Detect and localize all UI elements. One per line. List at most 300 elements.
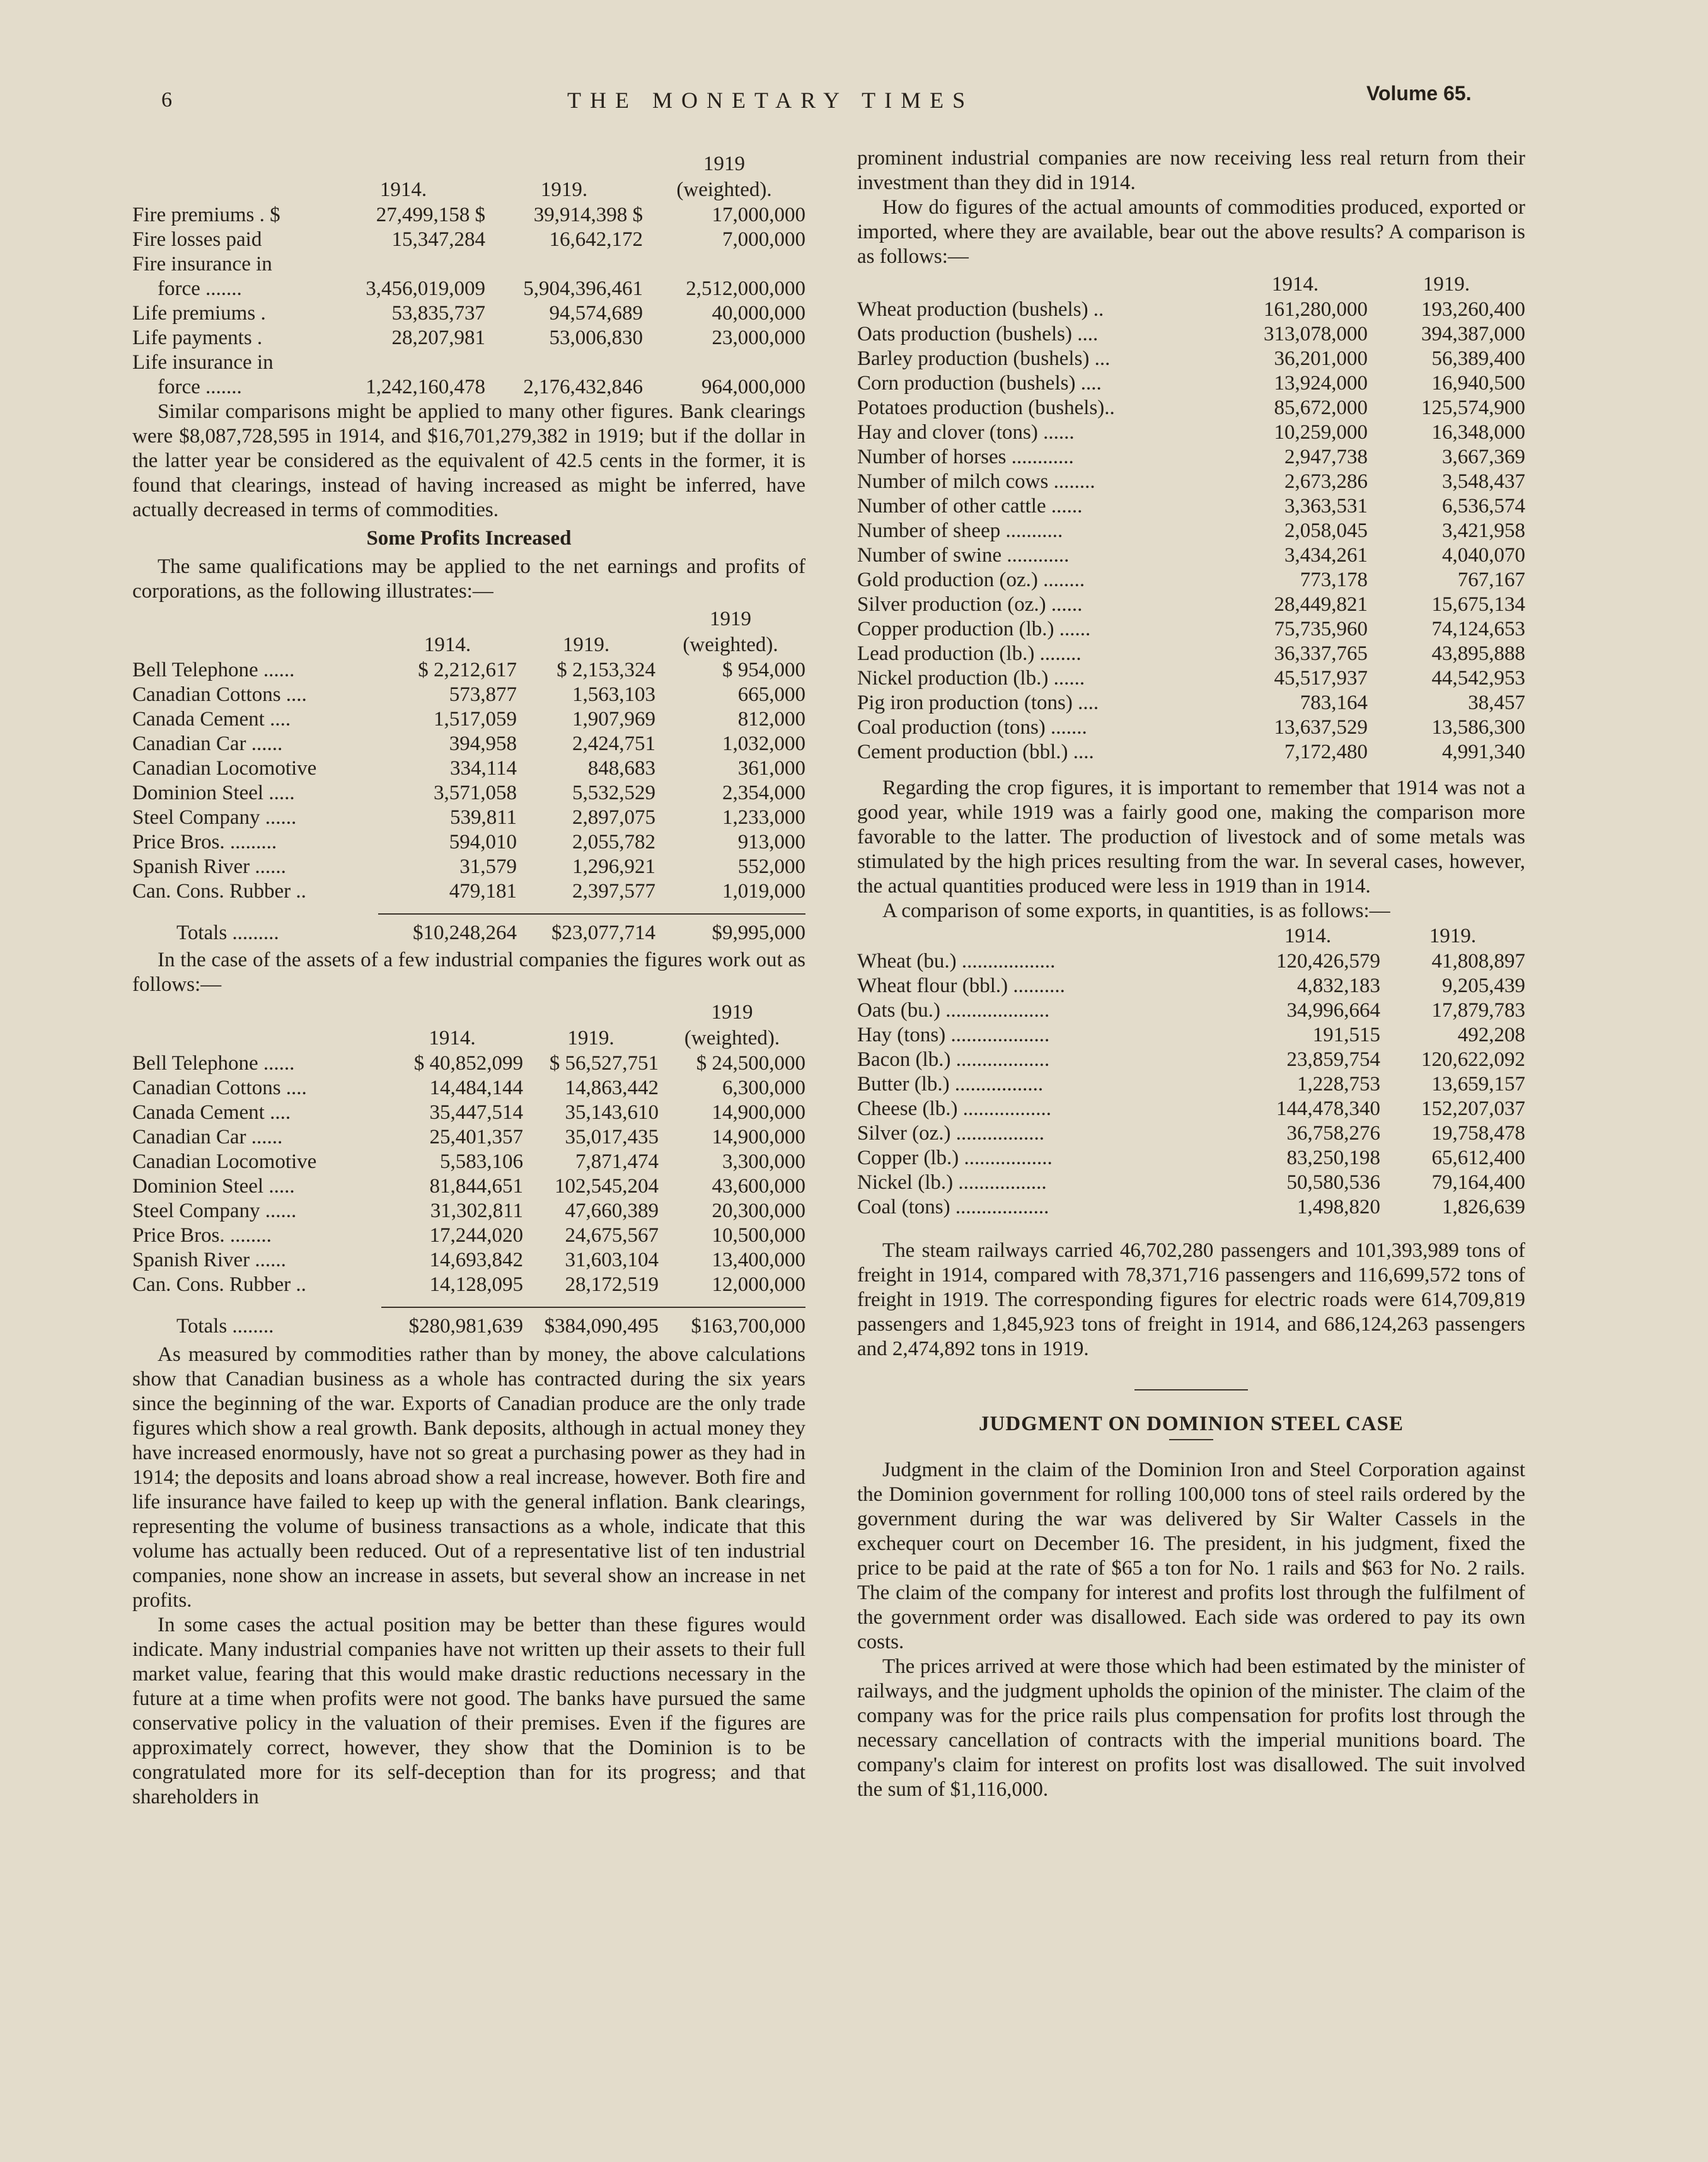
cell-v2: 492,208 — [1457, 1024, 1525, 1046]
col1-header: 1914. — [1271, 273, 1319, 296]
cell-v3: 20,300,000 — [712, 1200, 805, 1222]
col1-header: 1914. — [429, 1027, 476, 1049]
cell-v3 — [643, 252, 805, 277]
row-label: Dominion Steel ..... — [132, 1175, 295, 1198]
cell-v1: $ 40,852,099 — [413, 1052, 523, 1075]
table-row — [132, 228, 805, 252]
cell-v2: 35,143,610 — [565, 1101, 659, 1124]
table-row — [132, 1076, 805, 1101]
row-label: Wheat production (bushels) .. — [857, 298, 1104, 321]
totals-row — [132, 914, 805, 945]
row-label: Dominion Steel ..... — [132, 782, 295, 804]
paragraph-judgment: Judgment in the claim of the Dominion Iron and Steel Corporation against the Dominion government for rolling 100,000 tons of steel rails ordered by the government during the war was delivered by Sir Walter Cassels in the exchequer court on December 16. The president, in his judgment, fixed the price to be paid at the rate of $65 a ton for No. 1 rails and $63 for No. 2 rails. The claim of the company for interest and profits lost through the fulfilment of the government order was disallowed. Each side was ordered to pay its own costs. — [857, 1459, 1525, 1653]
table-row — [132, 658, 805, 683]
cell-v1: 3,434,261 — [1284, 544, 1368, 567]
table-row — [857, 420, 1525, 445]
cell-v1: 14,128,095 — [429, 1273, 523, 1296]
cell-v2: 2,397,577 — [572, 880, 655, 903]
section-divider — [1134, 1389, 1248, 1390]
col2-header: 1919. — [540, 178, 588, 201]
table-row — [857, 396, 1525, 420]
col3-top-header: 1919 — [711, 1001, 753, 1024]
table-row — [132, 1273, 805, 1297]
row-label: Gold production (oz.) ........ — [857, 569, 1085, 591]
cell-v1: 53,835,737 — [391, 302, 485, 325]
row-label: Copper (lb.) ................. — [857, 1147, 1053, 1169]
cell-v1: 120,426,579 — [1276, 950, 1380, 973]
cell-v2: 1,907,969 — [572, 708, 655, 731]
row-label: force ....... — [158, 277, 242, 300]
cell-v3: 17,000,000 — [712, 204, 805, 226]
table-row — [857, 617, 1525, 642]
cell-v2: 125,574,900 — [1421, 396, 1525, 419]
cell-1914: $10,248,264 — [378, 914, 517, 945]
table-row — [857, 568, 1525, 593]
production-table — [857, 272, 1525, 765]
row-label: Canadian Car ...... — [132, 732, 283, 755]
cell-1914: $280,981,639 — [381, 1307, 523, 1339]
cell-v1: 2,673,286 — [1284, 470, 1368, 493]
cell-v1: 13,637,529 — [1274, 716, 1368, 739]
cell-v2: 35,017,435 — [565, 1126, 659, 1148]
paragraph-exports-intro: A comparison of some exports, in quantities, is as follows:— — [882, 899, 1390, 922]
col3-header: (weighted). — [683, 633, 778, 656]
table-row — [132, 1125, 805, 1150]
table-row — [857, 974, 1525, 998]
cell-1919-weighted: $163,700,000 — [659, 1307, 805, 1339]
cell-v1: 31,302,811 — [430, 1200, 523, 1222]
cell-v1: 1,242,160,478 — [366, 376, 485, 398]
cell-v2: 19,758,478 — [1431, 1122, 1525, 1145]
cell-v3: 964,000,000 — [701, 376, 805, 398]
row-label: Hay and clover (tons) ...... — [857, 421, 1075, 444]
col2-header: 1919. — [1429, 925, 1477, 947]
col3-header: (weighted). — [676, 178, 772, 201]
cell-v2: 767,167 — [1457, 569, 1525, 591]
table-row — [132, 252, 805, 277]
cell-v1: 35,447,514 — [429, 1101, 523, 1124]
table-row — [857, 1072, 1525, 1097]
cell-v2: 13,586,300 — [1431, 716, 1525, 739]
table-row — [857, 1146, 1525, 1171]
table-row — [857, 445, 1525, 470]
cell-v1: 13,924,000 — [1274, 372, 1368, 395]
row-label: Can. Cons. Rubber .. — [132, 1273, 306, 1296]
cell-v2: 24,675,567 — [565, 1224, 659, 1247]
cell-v3: 43,600,000 — [712, 1175, 805, 1198]
cell-v3 — [643, 350, 805, 375]
table-row — [132, 1051, 805, 1076]
paragraph-actual-position: In some cases the actual position may be better than these figures would indicate. Many industrial companies have not written up their assets to their full market value, fearing that this would make drastic reductions necessary in the future at a time when profits were not good. The banks have pursued the same conservative policy in the valuation of their premises. Even if the figures are approximately correct, however, they show that the Dominion is to be congratulated more for its self-deception than for its progress; and that shareholders in — [132, 1614, 805, 1808]
cell-v2: 5,532,529 — [572, 782, 655, 804]
cell-v3: 12,000,000 — [712, 1273, 805, 1296]
cell-v1: 28,207,981 — [391, 327, 485, 349]
volume-label: Volume 65. — [1366, 82, 1472, 105]
row-label: Oats (bu.) .................... — [857, 999, 1050, 1022]
table-row — [857, 470, 1525, 494]
cell-v1: 14,693,842 — [429, 1249, 523, 1271]
table-row — [857, 740, 1525, 765]
row-label: Spanish River ...... — [132, 1249, 286, 1271]
cell-v3: 552,000 — [737, 855, 805, 878]
cell-v2: 102,545,204 — [555, 1175, 659, 1198]
col3-header: (weighted). — [684, 1027, 780, 1049]
assets-table — [132, 1000, 805, 1339]
cell-v1: 144,478,340 — [1276, 1097, 1380, 1120]
cell-v2: 4,040,070 — [1442, 544, 1525, 567]
table-row — [857, 1097, 1525, 1121]
row-label: Pig iron production (tons) .... — [857, 691, 1099, 714]
col1-header: 1914. — [379, 178, 427, 201]
paragraph-prices: The prices arrived at were those which had been estimated by the minister of railways, and the judgment upholds the opinion of the minister. The claim of the company was for the price rails plus compensation for profits lost through the necessary cancellation of contracts with the imperial munitions board. The company's claim for interest on profits lost was disallowed. The suit involved the sum of $1,116,000. — [857, 1655, 1525, 1801]
cell-v2: 2,055,782 — [572, 831, 655, 853]
cell-v2: 193,260,400 — [1421, 298, 1525, 321]
cell-v3: $ 24,500,000 — [696, 1052, 805, 1075]
cell-v2: 3,548,437 — [1442, 470, 1525, 493]
cell-v1 — [321, 252, 485, 277]
cell-v2: 56,389,400 — [1431, 347, 1525, 370]
cell-v3: 3,300,000 — [722, 1150, 805, 1173]
row-label: force ....... — [158, 376, 242, 398]
row-label: Can. Cons. Rubber .. — [132, 880, 306, 903]
table-row — [857, 1121, 1525, 1146]
row-label: Number of swine ............ — [857, 544, 1070, 567]
cell-v2: 16,642,172 — [549, 228, 643, 251]
cell-v2: 15,675,134 — [1431, 593, 1525, 616]
row-label: Bell Telephone ...... — [132, 1052, 295, 1075]
table-row — [132, 879, 805, 904]
cell-v1: 334,114 — [449, 757, 517, 780]
row-label: Canadian Car ...... — [132, 1126, 283, 1148]
table-row — [132, 277, 805, 301]
row-label: Silver (oz.) ................. — [857, 1122, 1044, 1145]
table-row — [132, 806, 805, 830]
exports-table — [857, 923, 1525, 1220]
section-heading-profits: Some Profits Increased — [366, 527, 572, 550]
table-row — [132, 732, 805, 756]
row-label: Butter (lb.) ................. — [857, 1073, 1044, 1095]
row-label: Price Bros. ........ — [132, 1224, 272, 1247]
row-label: Fire insurance in — [132, 253, 272, 275]
row-label: Corn production (bushels) .... — [857, 372, 1102, 395]
cell-v1: 2,947,738 — [1284, 446, 1368, 468]
cell-v1: 2,058,045 — [1284, 519, 1368, 542]
cell-v2: 17,879,783 — [1431, 999, 1525, 1022]
cell-v1: 28,449,821 — [1274, 593, 1368, 616]
profits-table — [132, 606, 805, 945]
cell-v2: 41,808,897 — [1431, 950, 1525, 973]
cell-v2: 14,863,442 — [565, 1077, 659, 1099]
paragraph-profits-intro: The same qualifications may be applied to the net earnings and profits of corporations, as the following illustrates:— — [132, 555, 805, 603]
col2-header: 1919. — [562, 633, 610, 656]
cell-v1: 10,259,000 — [1274, 421, 1368, 444]
col3-top-header: 1919 — [703, 153, 745, 175]
totals-label: Totals ........ — [176, 1315, 274, 1338]
table-row — [857, 1171, 1525, 1195]
cell-v2: $ 56,527,751 — [549, 1052, 659, 1075]
table-row — [132, 1101, 805, 1125]
row-label: Life premiums . — [132, 302, 266, 325]
cell-v2: 9,205,439 — [1442, 974, 1525, 997]
cell-v3: 40,000,000 — [712, 302, 805, 325]
table-row — [132, 326, 805, 350]
cell-v1: 17,244,020 — [429, 1224, 523, 1247]
cell-v1: 75,735,960 — [1274, 618, 1368, 640]
row-label: Wheat (bu.) .................. — [857, 950, 1056, 973]
table-row — [857, 543, 1525, 568]
col1-header: 1914. — [424, 633, 471, 656]
cell-v2: 5,904,396,461 — [523, 277, 643, 300]
paragraph-production-intro: How do figures of the actual amounts of commodities produced, exported or imported, where they are available, bear out the above results? A comparison is as follows:— — [857, 196, 1525, 268]
cell-v1: 1,228,753 — [1297, 1073, 1380, 1095]
cell-v2: 28,172,519 — [565, 1273, 659, 1296]
paragraph-railways: The steam railways carried 46,702,280 passengers and 101,393,989 tons of freight in 1914, compared with 78,371,716 passengers and 116,699,572 tons of freight in 1919. The corresponding figures for electric roads were 614,709,819 passengers and 1,845,923 tons of freight in 1914, and 686,124,263 passengers and 2,474,892 tons in 1919. — [857, 1239, 1525, 1360]
cell-v2: 394,387,000 — [1421, 323, 1525, 345]
table-row — [132, 375, 805, 400]
heading-underline — [1169, 1439, 1213, 1440]
table-row — [857, 322, 1525, 347]
cell-v2: 848,683 — [587, 757, 655, 780]
article-heading-judgment: JUDGMENT ON DOMINION STEEL CASE — [978, 1413, 1404, 1435]
cell-v2: 16,940,500 — [1431, 372, 1525, 395]
row-label: Nickel production (lb.) ...... — [857, 667, 1085, 690]
cell-v1: 5,583,106 — [440, 1150, 523, 1173]
row-label: Life payments . — [132, 327, 263, 349]
cell-v2: 16,348,000 — [1431, 421, 1525, 444]
row-label: Canadian Locomotive — [132, 757, 317, 780]
paragraph-clearings: Similar comparisons might be applied to many other figures. Bank clearings were $8,087,728,595 in 1914, and $16,701,279,382 in 1919; but if the dollar in the latter year be considered as the equivalent of 42.5 cents in the former, it is found that clearings, instead of having increased as might be inferred, have actually decreased in terms of commodities. — [132, 400, 805, 521]
table-row — [857, 347, 1525, 371]
cell-v2: 31,603,104 — [565, 1249, 659, 1271]
cell-1919: $23,077,714 — [517, 914, 655, 945]
cell-v1: 573,877 — [449, 683, 517, 706]
cell-v3: 812,000 — [737, 708, 805, 731]
table-row — [857, 642, 1525, 666]
table-row — [132, 1223, 805, 1248]
row-label: Canada Cement .... — [132, 1101, 291, 1124]
table-row — [857, 1048, 1525, 1072]
cell-v3: 2,512,000,000 — [686, 277, 805, 300]
row-label: Cement production (bbl.) .... — [857, 741, 1094, 763]
cell-v2: 94,574,689 — [549, 302, 643, 325]
row-label: Canadian Cottons .... — [132, 1077, 307, 1099]
row-label: Price Bros. ......... — [132, 831, 277, 853]
cell-v3: 2,354,000 — [722, 782, 805, 804]
cell-v1: 27,499,158 $ — [376, 204, 485, 226]
cell-v1: 36,337,765 — [1274, 642, 1368, 665]
cell-v2: 7,871,474 — [575, 1150, 659, 1173]
table-row — [857, 371, 1525, 396]
table-row — [857, 494, 1525, 519]
cell-v1: 479,181 — [449, 880, 517, 903]
cell-v2 — [485, 252, 643, 277]
row-label: Spanish River ...... — [132, 855, 286, 878]
cell-v2: 120,622,092 — [1421, 1048, 1525, 1071]
row-label: Canadian Locomotive — [132, 1150, 317, 1173]
cell-v2: 1,296,921 — [572, 855, 655, 878]
cell-v1: 14,484,144 — [429, 1077, 523, 1099]
cell-v3: 10,500,000 — [712, 1224, 805, 1247]
row-label: Number of milch cows ........ — [857, 470, 1095, 493]
left-column — [132, 151, 805, 1810]
right-column — [857, 146, 1525, 1802]
cell-v3: 13,400,000 — [712, 1249, 805, 1271]
row-label: Barley production (bushels) ... — [857, 347, 1111, 370]
table-row — [857, 519, 1525, 543]
row-label: Steel Company ...... — [132, 806, 297, 829]
cell-v3: $ 954,000 — [722, 659, 805, 681]
table-row — [857, 298, 1525, 322]
table-row — [132, 1174, 805, 1199]
cell-v2: 65,612,400 — [1431, 1147, 1525, 1169]
col2-header: 1919. — [1422, 273, 1470, 296]
cell-v1: 191,515 — [1312, 1024, 1380, 1046]
cell-v1: 3,456,019,009 — [366, 277, 485, 300]
cell-v2: $ 2,153,324 — [557, 659, 655, 681]
row-label: Coal production (tons) ....... — [857, 716, 1087, 739]
row-label: Life insurance in — [132, 351, 274, 374]
table-row — [857, 1023, 1525, 1048]
paragraph-crop-figures: Regarding the crop figures, it is important to remember that 1914 was not a good year, while 1919 was a fairly good one, making the comparison more favorable to the latter. The production of livestock and of some metals was stimulated by the high prices resulting from the war. In several cases, however, the actual quantities produced were less in 1919 than in 1914. — [857, 777, 1525, 898]
table-row — [132, 683, 805, 707]
cell-v1: 45,517,937 — [1274, 667, 1368, 690]
table-row — [132, 350, 805, 375]
totals-label: Totals ......... — [176, 922, 279, 944]
col1-header: 1914. — [1284, 925, 1332, 947]
cell-v3: 1,019,000 — [722, 880, 805, 903]
table-row — [857, 593, 1525, 617]
cell-v1: 81,844,651 — [429, 1175, 523, 1198]
cell-v1: 15,347,284 — [391, 228, 485, 251]
row-label: Lead production (lb.) ........ — [857, 642, 1082, 665]
cell-v1: 50,580,536 — [1286, 1171, 1380, 1194]
cell-v2: 1,826,639 — [1442, 1196, 1525, 1218]
row-label: Coal (tons) .................. — [857, 1196, 1049, 1218]
cell-v2: 2,176,432,846 — [523, 376, 643, 398]
cell-v1: 34,996,664 — [1286, 999, 1380, 1022]
cell-v1: 1,498,820 — [1297, 1196, 1380, 1218]
insurance-table — [132, 151, 805, 400]
cell-v1: 3,363,531 — [1284, 495, 1368, 517]
table-row — [132, 756, 805, 781]
table-row — [132, 203, 805, 228]
cell-v2: 2,424,751 — [572, 732, 655, 755]
row-label: Bell Telephone ...... — [132, 659, 295, 681]
cell-v3: 7,000,000 — [722, 228, 805, 251]
cell-v3: 913,000 — [737, 831, 805, 853]
row-label: Fire losses paid — [132, 228, 262, 251]
cell-v1 — [321, 350, 485, 375]
paragraph-assets-intro: In the case of the assets of a few industrial companies the figures work out as follows:— — [132, 949, 805, 996]
table-row — [132, 1199, 805, 1223]
cell-v2 — [485, 350, 643, 375]
cell-v3: 361,000 — [737, 757, 805, 780]
table-row — [132, 781, 805, 806]
cell-v2: 4,991,340 — [1442, 741, 1525, 763]
cell-v2: 74,124,653 — [1431, 618, 1525, 640]
table-row — [132, 301, 805, 326]
cell-v2: 43,895,888 — [1431, 642, 1525, 665]
row-label: Silver production (oz.) ...... — [857, 593, 1083, 616]
table-row — [857, 998, 1525, 1023]
row-label: Canadian Cottons .... — [132, 683, 307, 706]
cell-v3: 665,000 — [737, 683, 805, 706]
row-label: Wheat flour (bbl.) .......... — [857, 974, 1065, 997]
cell-v2: 13,659,157 — [1431, 1073, 1525, 1095]
table-row — [132, 1248, 805, 1273]
row-label: Canada Cement .... — [132, 708, 291, 731]
col2-header: 1919. — [567, 1027, 615, 1049]
cell-v1: 594,010 — [449, 831, 517, 853]
paragraph-commodities: As measured by commodities rather than by money, the above calculations show that Canadian business as a whole has contracted during the six years since the beginning of the war. Exports of Canadian produce are the only trade figures which show a real growth. Bank deposits, although in actual money they have increased enormously, have not so great a purchasing power as they had in 1914; the deposits and loans abroad show a real increase, however. Both fire and life insurance have failed to keep up with the general inflation. Bank clearings, representing the volume of business transactions as a whole, indicate that this volume has actually been reduced. Out of a representative list of ten industrial companies, none show an increase in assets, but several show an increase in net profits. — [132, 1343, 805, 1612]
cell-v3: 1,233,000 — [722, 806, 805, 829]
row-label: Potatoes production (bushels).. — [857, 396, 1115, 419]
row-label: Number of other cattle ...... — [857, 495, 1083, 517]
cell-v1: 25,401,357 — [429, 1126, 523, 1148]
row-label: Fire premiums . $ — [132, 204, 280, 226]
cell-v2: 44,542,953 — [1431, 667, 1525, 690]
row-label: Cheese (lb.) ................. — [857, 1097, 1051, 1120]
col3-top-header: 1919 — [710, 608, 751, 630]
table-row — [857, 666, 1525, 691]
cell-v1: 31,579 — [459, 855, 517, 878]
cell-v3: 23,000,000 — [712, 327, 805, 349]
cell-v1: 3,571,058 — [434, 782, 517, 804]
table-row — [857, 715, 1525, 740]
publication-title: THE MONETARY TIMES — [567, 88, 974, 113]
cell-v2: 53,006,830 — [549, 327, 643, 349]
cell-v3: 6,300,000 — [722, 1077, 805, 1099]
cell-v1: 773,178 — [1300, 569, 1368, 591]
row-label: Oats production (bushels) .... — [857, 323, 1099, 345]
paragraph-return: prominent industrial companies are now receiving less real return from their investment than they did in 1914. — [857, 147, 1525, 194]
cell-v1: 783,164 — [1300, 691, 1368, 714]
cell-v1: 23,859,754 — [1286, 1048, 1380, 1071]
cell-v1: 7,172,480 — [1284, 741, 1368, 763]
cell-v2: 152,207,037 — [1421, 1097, 1525, 1120]
table-row — [857, 691, 1525, 715]
cell-v2: 3,667,369 — [1442, 446, 1525, 468]
cell-v1: 539,811 — [449, 806, 517, 829]
cell-v1: $ 2,212,617 — [418, 659, 517, 681]
table-row — [132, 855, 805, 879]
cell-1919: $384,090,495 — [523, 1307, 659, 1339]
cell-v2: 3,421,958 — [1442, 519, 1525, 542]
cell-v2: 39,914,398 $ — [533, 204, 643, 226]
cell-v1: 83,250,198 — [1286, 1147, 1380, 1169]
row-label: Hay (tons) ................... — [857, 1024, 1050, 1046]
cell-v3: 14,900,000 — [712, 1126, 805, 1148]
row-label: Steel Company ...... — [132, 1200, 297, 1222]
row-label: Number of sheep ........... — [857, 519, 1063, 542]
cell-v1: 313,078,000 — [1264, 323, 1368, 345]
row-label: Copper production (lb.) ...... — [857, 618, 1091, 640]
cell-v1: 36,201,000 — [1274, 347, 1368, 370]
table-row — [132, 707, 805, 732]
cell-v3: 14,900,000 — [712, 1101, 805, 1124]
cell-v1: 394,958 — [449, 732, 517, 755]
cell-v2: 6,536,574 — [1442, 495, 1525, 517]
cell-v2: 47,660,389 — [565, 1200, 659, 1222]
table-row — [857, 1195, 1525, 1220]
cell-v2: 2,897,075 — [572, 806, 655, 829]
cell-v1: 1,517,059 — [434, 708, 517, 731]
cell-1919-weighted: $9,995,000 — [655, 914, 805, 945]
row-label: Number of horses ............ — [857, 446, 1074, 468]
cell-v1: 85,672,000 — [1274, 396, 1368, 419]
row-label: Bacon (lb.) .................. — [857, 1048, 1050, 1071]
cell-v3: 1,032,000 — [722, 732, 805, 755]
